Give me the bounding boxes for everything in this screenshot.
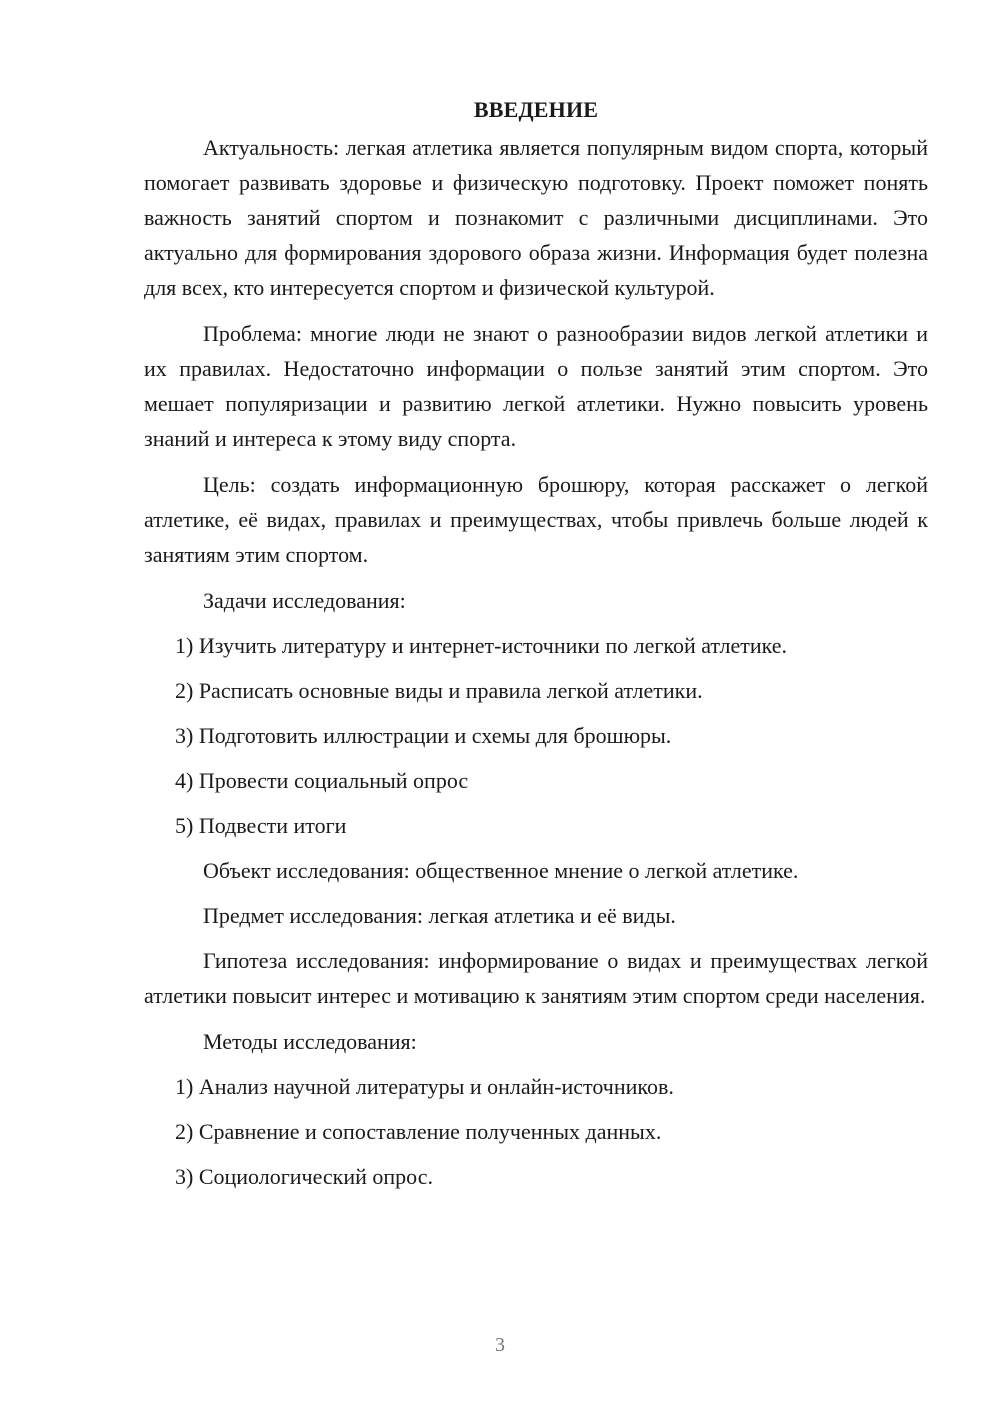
task-item: 4) Провести социальный опрос [175,768,469,793]
task-item: 2) Расписать основные виды и правила легкой атлетики. [175,678,703,703]
problem-paragraph: Проблема: многие люди не знают о разнообразии видов легкой атлетики и их правилах. Недостаточно информации о пользе занятий этим спортом. Это мешает популяризации и развитию легкой атлетики. Нужно повысить уровень знаний и интереса к этому виду спорта. [144,321,928,451]
method-item: 3) Социологический опрос. [175,1164,433,1189]
method-item: 2) Сравнение и сопоставление полученных данных. [175,1119,662,1144]
task-item: 1) Изучить литературу и интернет-источники по легкой атлетике. [175,633,788,658]
relevance-paragraph: Актуальность: легкая атлетика является популярным видом спорта, который помогает развивать здоровье и физическую подготовку. Проект поможет понять важность занятий спортом и познакомит с различными дисциплинами. Это актуально для формирования здорового образа жизни. Информация будет полезна для всех, кто интересуется спортом и физической культурой. [144,135,928,300]
tasks-heading: Задачи исследования: [203,588,406,613]
page-number: 3 [495,1334,505,1356]
hypothesis-paragraph: Гипотеза исследования: информирование о видах и преимуществах легкой атлетики повысит интерес и мотивацию к занятиям этим спортом среди населения. [144,948,928,1008]
document-page [144,92,928,1204]
goal-paragraph: Цель: создать информационную брошюру, которая расскажет о легкой атлетике, её видах, правилах и преимуществах, чтобы привлечь больше людей к занятиям этим спортом. [144,472,928,567]
task-item: 5) Подвести итоги [175,813,347,838]
page-title: ВВЕДЕНИЕ [473,97,599,122]
research-object: Объект исследования: общественное мнение о легкой атлетике. [203,858,799,883]
research-subject: Предмет исследования: легкая атлетика и её виды. [203,903,676,928]
method-item: 1) Анализ научной литературы и онлайн-источников. [175,1074,674,1099]
task-item: 3) Подготовить иллюстрации и схемы для брошюры. [175,723,672,748]
methods-heading: Методы исследования: [203,1029,417,1054]
